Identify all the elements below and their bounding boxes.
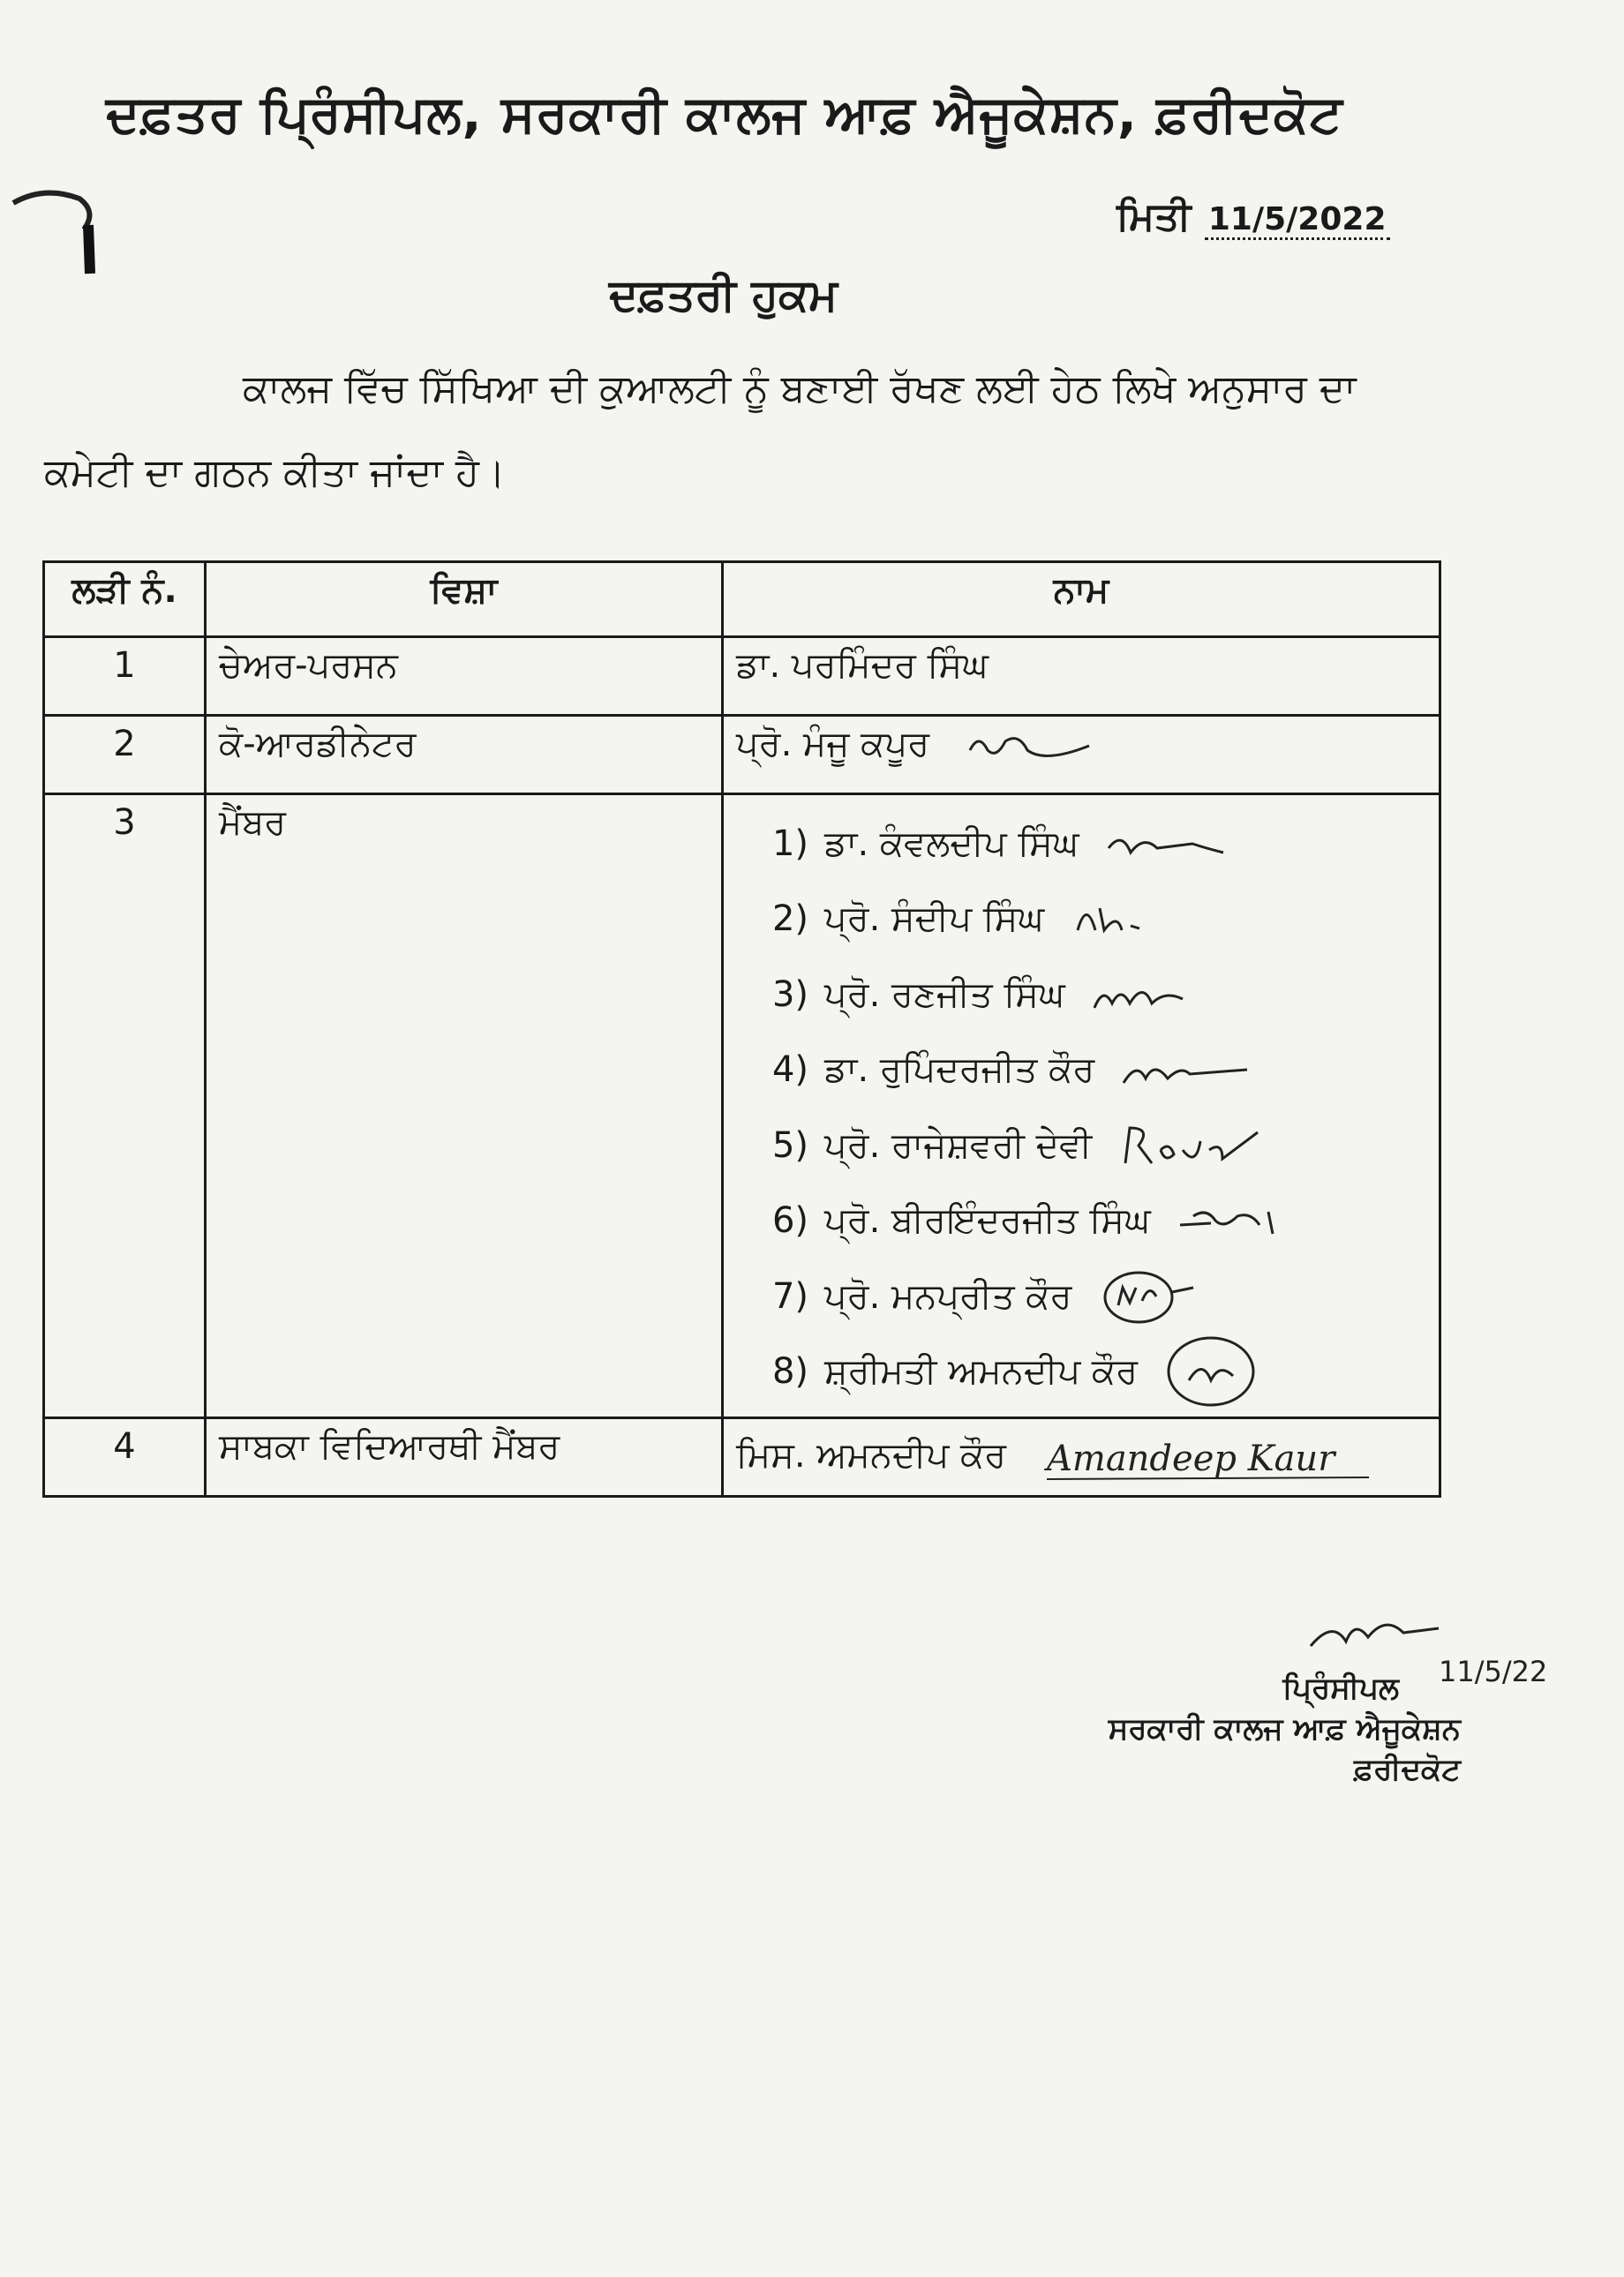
header-subject: ਵਿਸ਼ਾ <box>206 562 723 637</box>
member-name: ਡਾ. ਕੰਵਲਦੀਪ ਸਿੰਘ <box>824 823 1079 864</box>
list-item <box>736 882 1426 958</box>
signatory-block <box>1055 1606 1461 1790</box>
signature-mark <box>1090 973 1187 1017</box>
row-serial: 2 <box>44 716 206 794</box>
row-subject: ਚੇਅਰ-ਪਰਸਨ <box>206 637 723 716</box>
row-name: ਡਾ. ਪਰਮਿੰਦਰ ਸਿੰਘ <box>723 637 1440 716</box>
row-name: ਪ੍ਰੋ. ਮੰਜੂ ਕਪੂਰ <box>736 724 930 764</box>
signatory-institution: ਸਰਕਾਰੀ ਕਾਲਜ ਆਫ਼ ਐਜੂਕੇਸ਼ਨ <box>1108 1711 1461 1747</box>
member-number: 2) <box>771 898 808 940</box>
header-name: ਨਾਮ <box>723 562 1440 637</box>
member-number: 6) <box>771 1200 808 1242</box>
signature-mark <box>966 724 1098 768</box>
member-number: 7) <box>771 1275 808 1317</box>
row-name-cell <box>723 716 1440 794</box>
member-number: 8) <box>771 1351 808 1393</box>
list-item <box>736 1033 1426 1108</box>
committee-table <box>42 560 1441 1498</box>
header-serial: ਲੜੀ ਨੰ. <box>44 562 206 637</box>
member-number: 4) <box>771 1049 808 1091</box>
alumni-signature <box>1042 1426 1378 1488</box>
signature-mark <box>1104 822 1228 866</box>
member-number: 3) <box>771 973 808 1015</box>
member-name: ਪ੍ਰੋ. ਮਨਪ੍ਰੀਤ ਕੌਰ <box>824 1275 1072 1317</box>
signatory-city: ਫ਼ਰੀਦਕੋਟ <box>1353 1752 1461 1787</box>
member-name: ਸ਼੍ਰੀਮਤੀ ਅਮਨਦੀਪ ਕੌਰ <box>824 1351 1138 1393</box>
row-subject: ਮੈਂਬਰ <box>206 794 723 1418</box>
row-serial: 1 <box>44 637 206 716</box>
signature-mark <box>1176 1199 1299 1243</box>
signature-date: 11/5/22 <box>1439 1655 1548 1688</box>
row-name: ਮਿਸ. ਅਮਨਦੀਪ ਕੌਰ <box>736 1435 1007 1476</box>
date-label: ਮਿਤੀ <box>1116 194 1192 239</box>
list-item <box>736 1184 1426 1259</box>
row-serial: 3 <box>44 794 206 1418</box>
signature-mark <box>1096 1266 1202 1327</box>
order-text-line-2: ਕਮੇਟੀ ਦਾ ਗਠਨ ਕੀਤਾ ਜਾਂਦਾ ਹੈ। <box>44 450 506 495</box>
signature-mark <box>1116 1119 1267 1172</box>
signatory-designation: ਪ੍ਰਿੰਸੀਪਲ <box>1282 1671 1399 1706</box>
date-line <box>1116 194 1390 239</box>
list-item <box>736 806 1426 882</box>
order-title: ਦਫ਼ਤਰੀ ਹੁਕਮ <box>609 269 838 320</box>
member-number: 5) <box>771 1124 808 1166</box>
list-item <box>736 1108 1426 1184</box>
member-name: ਪ੍ਰੋ. ਰਣਜੀਤ ਸਿੰਘ <box>824 973 1065 1015</box>
member-name: ਪ੍ਰੋ. ਰਾਜੇਸ਼ਵਰੀ ਦੇਵੀ <box>824 1124 1093 1166</box>
member-name: ਡਾ. ਰੁਪਿੰਦਰਜੀਤ ਕੌਰ <box>824 1049 1095 1091</box>
table-row <box>44 794 1440 1418</box>
signature-mark <box>1069 895 1166 943</box>
signature-mark <box>1119 1048 1252 1092</box>
member-number: 1) <box>771 823 808 864</box>
list-item <box>736 1259 1426 1334</box>
order-text-line-1: ਕਾਲਜ ਵਿੱਚ ਸਿੱਖਿਆ ਦੀ ਕੁਆਲਟੀ ਨੂੰ ਬਣਾਈ ਰੱਖਣ ਲਈ ਹੇਠ ਲਿਖੇ ਅਨੁਸਾਰ ਦਾ <box>243 366 1357 411</box>
row-name-cell <box>723 1418 1440 1497</box>
date-value: 11/5/2022 <box>1205 201 1390 240</box>
member-name: ਪ੍ਰੋ. ਸੰਦੀਪ ਸਿੰਘ <box>824 898 1044 940</box>
row-subject: ਸਾਬਕਾ ਵਿਦਿਆਰਥੀ ਮੈਂਬਰ <box>206 1418 723 1497</box>
list-item <box>736 1334 1426 1410</box>
table-row <box>44 716 1440 794</box>
staple-mark <box>9 177 106 282</box>
row-serial: 4 <box>44 1418 206 1497</box>
list-item <box>736 957 1426 1033</box>
members-list <box>723 794 1440 1418</box>
row-subject: ਕੋ-ਆਰਡੀਨੇਟਰ <box>206 716 723 794</box>
member-name: ਪ੍ਰੋ. ਬੀਰਇੰਦਰਜੀਤ ਸਿੰਘ <box>824 1200 1151 1242</box>
alumni-signature-text: Amandeep Kaur <box>1046 1439 1335 1479</box>
office-header: ਦਫ਼ਤਰ ਪ੍ਰਿੰਸੀਪਲ, ਸਰਕਾਰੀ ਕਾਲਜ ਆਫ਼ ਐਜੂਕੇਸ਼ਨ, ਫ਼ਰੀਦਕੋਟ <box>106 84 1343 144</box>
table-row <box>44 1418 1440 1497</box>
signature-mark <box>1162 1332 1268 1411</box>
table-header-row <box>44 562 1440 637</box>
table-row <box>44 637 1440 716</box>
